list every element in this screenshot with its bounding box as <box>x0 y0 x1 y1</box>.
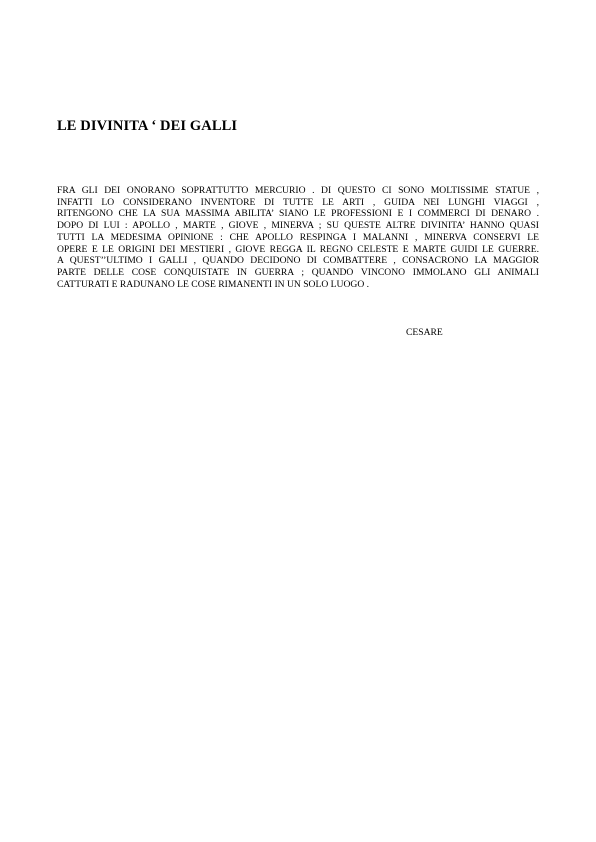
body-line: OPERE E LE ORIGINI DEI MESTIERI , GIOVE REGGA IL REGNO CELESTE E MARTE GUIDI LE GUERRE. <box>57 243 539 255</box>
body-line: FRA GLI DEI ONORANO SOPRATTUTTO MERCURIO . DI QUESTO CI SONO MOLTISSIME STATUE , <box>57 185 539 196</box>
document-title: LE DIVINITA ‘ DEI GALLI <box>57 118 238 134</box>
body-line: RITENGONO CHE LA SUA MASSIMA ABILITA’ SIANO LE PROFESSIONI E I COMMERCI DI DENARO . <box>57 208 539 220</box>
body-line: CATTURATI E RADUNANO LE COSE RIMANENTI IN UN SOLO LUOGO . <box>57 278 370 290</box>
body-line: A QUEST’’ULTIMO I GALLI , QUANDO DECIDONO DI COMBATTERE , CONSACRONO LA MAGGIOR <box>57 255 539 267</box>
body-line: TUTTI LA MEDESIMA OPINIONE : CHE APOLLO RESPINGA I MALANNI , MINERVA CONSERVI LE <box>57 231 539 243</box>
body-line: PARTE DELLE COSE CONQUISTATE IN GUERRA ; QUANDO VINCONO IMMOLANO GLI ANIMALI <box>57 266 539 278</box>
author-signature: CESARE <box>406 327 443 338</box>
body-paragraph <box>57 185 539 290</box>
body-line: DOPO DI LUI : APOLLO , MARTE , GIOVE , MINERVA ; SU QUESTE ALTRE DIVINITA’ HANNO QUASI <box>57 220 539 232</box>
body-line: INFATTI LO CONSIDERANO INVENTORE DI TUTTE LE ARTI , GUIDA NEI LUNGHI VIAGGI , <box>57 196 539 208</box>
